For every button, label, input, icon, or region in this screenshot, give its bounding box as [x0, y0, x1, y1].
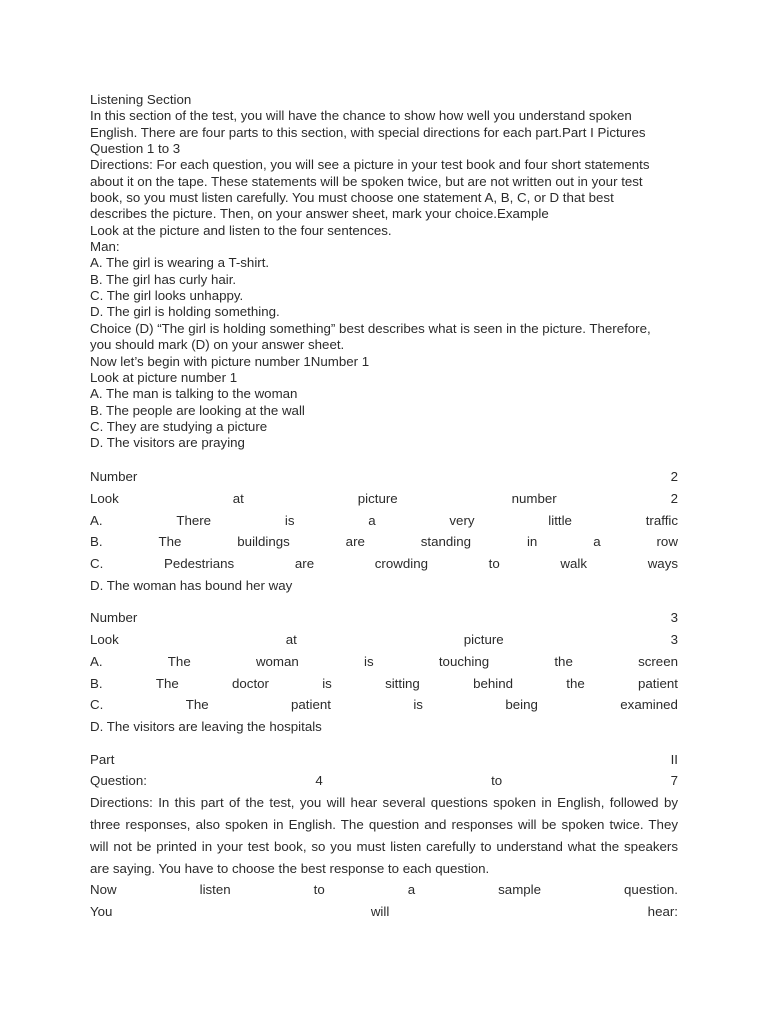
word: to: [491, 773, 503, 789]
section-title: Listening Section: [90, 92, 192, 107]
text-line: you should mark (D) on your answer sheet.: [90, 337, 345, 353]
word: being: [505, 697, 538, 713]
word: row: [656, 534, 678, 550]
text-line: D. The girl is holding something.: [90, 304, 280, 320]
word: touching: [438, 653, 490, 669]
part-2-you-line: [90, 901, 678, 923]
word: a: [368, 512, 376, 528]
text-line: English. There are four parts to this section, with special directions for each part.Part I Pictures: [90, 124, 646, 140]
part-2-header: [90, 749, 678, 771]
text-line: B. The girl has curly hair.: [90, 271, 237, 287]
number-3-look: [90, 629, 678, 651]
word: hear:: [647, 904, 678, 920]
text-line: Now let’s begin with picture number 1Number 1: [90, 353, 370, 369]
word: in: [526, 534, 538, 550]
text-line: about it on the tape. These statements will be spoken twice, but are not written out in your test: [90, 173, 643, 189]
number-3-option-c: [90, 694, 678, 716]
word: very: [449, 512, 475, 528]
intro-section: [90, 92, 680, 452]
word: 3: [670, 610, 678, 626]
text-line: describes the picture. Then, on your answer sheet, mark your choice.Example: [90, 206, 549, 222]
later-section: [90, 466, 678, 923]
text-line: Choice (D) “The girl is holding something” best describes what is seen in the picture. Therefore,: [90, 320, 651, 336]
text-line: Directions: For each question, you will see a picture in your test book and four short statements: [90, 157, 650, 173]
part-2-now-line: [90, 879, 678, 901]
word: patient: [638, 675, 678, 691]
word: is: [364, 653, 374, 669]
number-3-header: [90, 607, 678, 629]
word: doctor: [232, 675, 269, 691]
word: traffic: [645, 512, 678, 528]
word: 4: [315, 773, 323, 789]
text-line: Look at picture number 1: [90, 369, 238, 385]
word: the: [554, 653, 573, 669]
word: sitting: [385, 675, 420, 691]
number-2-header: [90, 466, 678, 488]
word: Pedestrians: [163, 556, 235, 572]
text-line: Man:: [90, 239, 120, 255]
word: The: [185, 697, 209, 713]
part-2-question-range: [90, 770, 678, 792]
number-2-look: [90, 488, 678, 510]
number-3-option-d: D. The visitors are leaving the hospitals: [90, 719, 322, 735]
word: B.: [90, 675, 103, 691]
word: Number: [90, 610, 138, 626]
word: patient: [291, 697, 331, 713]
number-2-option-c: [90, 553, 678, 575]
word: 7: [670, 773, 678, 789]
text-line: Look at the picture and listen to the four sentences.: [90, 222, 392, 238]
word: screen: [638, 653, 678, 669]
part-2-directions: Directions: In this part of the test, you will hear several questions spoken in English, followed by three responses, also spoken in English. The question and responses will be spoken twice. They will not be printed in your test book, so you must listen carefully to understand what the speakers are saying. You have to choose the best response to each question.: [90, 795, 678, 876]
text-line: D. The visitors are praying: [90, 435, 245, 451]
word: The: [155, 675, 179, 691]
word: listen: [199, 882, 231, 898]
word: 3: [670, 632, 678, 648]
word: are: [345, 534, 365, 550]
text-line: C. They are studying a picture: [90, 418, 268, 434]
word: The: [167, 653, 191, 669]
word: little: [548, 512, 572, 528]
word: walk: [560, 556, 588, 572]
text-line: C. The girl looks unhappy.: [90, 288, 244, 304]
word: woman: [255, 653, 299, 669]
word: Question:: [90, 773, 147, 789]
word: Number: [90, 469, 138, 484]
word: number: [511, 490, 557, 506]
word: the: [566, 675, 585, 691]
word: The: [158, 534, 182, 550]
word: examined: [620, 697, 678, 713]
text-line: book, so you must listen carefully. You must choose one statement A, B, C, or D that best: [90, 190, 614, 206]
word: to: [488, 556, 500, 572]
spacer: [90, 738, 678, 749]
number-2-option-d: D. The woman has bound her way: [90, 577, 293, 593]
number-2-option-a: [90, 510, 678, 532]
word: standing: [420, 534, 472, 550]
word: Look: [90, 490, 119, 506]
word: are: [294, 556, 315, 572]
word: ways: [647, 556, 678, 572]
word: 2: [670, 469, 678, 484]
word: to: [313, 882, 325, 898]
word: crowding: [374, 556, 428, 572]
word: There: [176, 512, 212, 528]
number-3-option-b: [90, 673, 678, 695]
word: II: [670, 751, 678, 767]
word: a: [593, 534, 601, 550]
number-2-option-b: [90, 531, 678, 553]
word: buildings: [237, 534, 290, 550]
word: A.: [90, 512, 103, 528]
text-line: In this section of the test, you will have the chance to show how well you understand spoken: [90, 108, 632, 124]
word: picture: [357, 490, 398, 506]
word: B.: [90, 534, 103, 550]
word: C.: [90, 556, 104, 572]
text-line: B. The people are looking at the wall: [90, 402, 305, 418]
word: is: [413, 697, 423, 713]
word: question.: [624, 882, 678, 898]
word: will: [370, 904, 390, 920]
word: picture: [463, 632, 504, 648]
word: A.: [90, 653, 103, 669]
word: C.: [90, 697, 104, 713]
word: at: [285, 632, 297, 648]
word: is: [322, 675, 332, 691]
word: behind: [473, 675, 514, 691]
word: at: [232, 490, 244, 506]
word: a: [407, 882, 416, 898]
text-line: Question 1 to 3: [90, 141, 181, 157]
word: sample: [498, 882, 542, 898]
word: is: [284, 512, 295, 528]
text-line: A. The girl is wearing a T-shirt.: [90, 255, 270, 271]
text-line: A. The man is talking to the woman: [90, 386, 298, 402]
word: Part: [90, 751, 115, 767]
word: Now: [90, 882, 117, 898]
spacer: [90, 597, 678, 608]
word: Look: [90, 632, 119, 648]
number-3-option-a: [90, 651, 678, 673]
word: 2: [670, 490, 678, 506]
word: You: [90, 904, 113, 920]
